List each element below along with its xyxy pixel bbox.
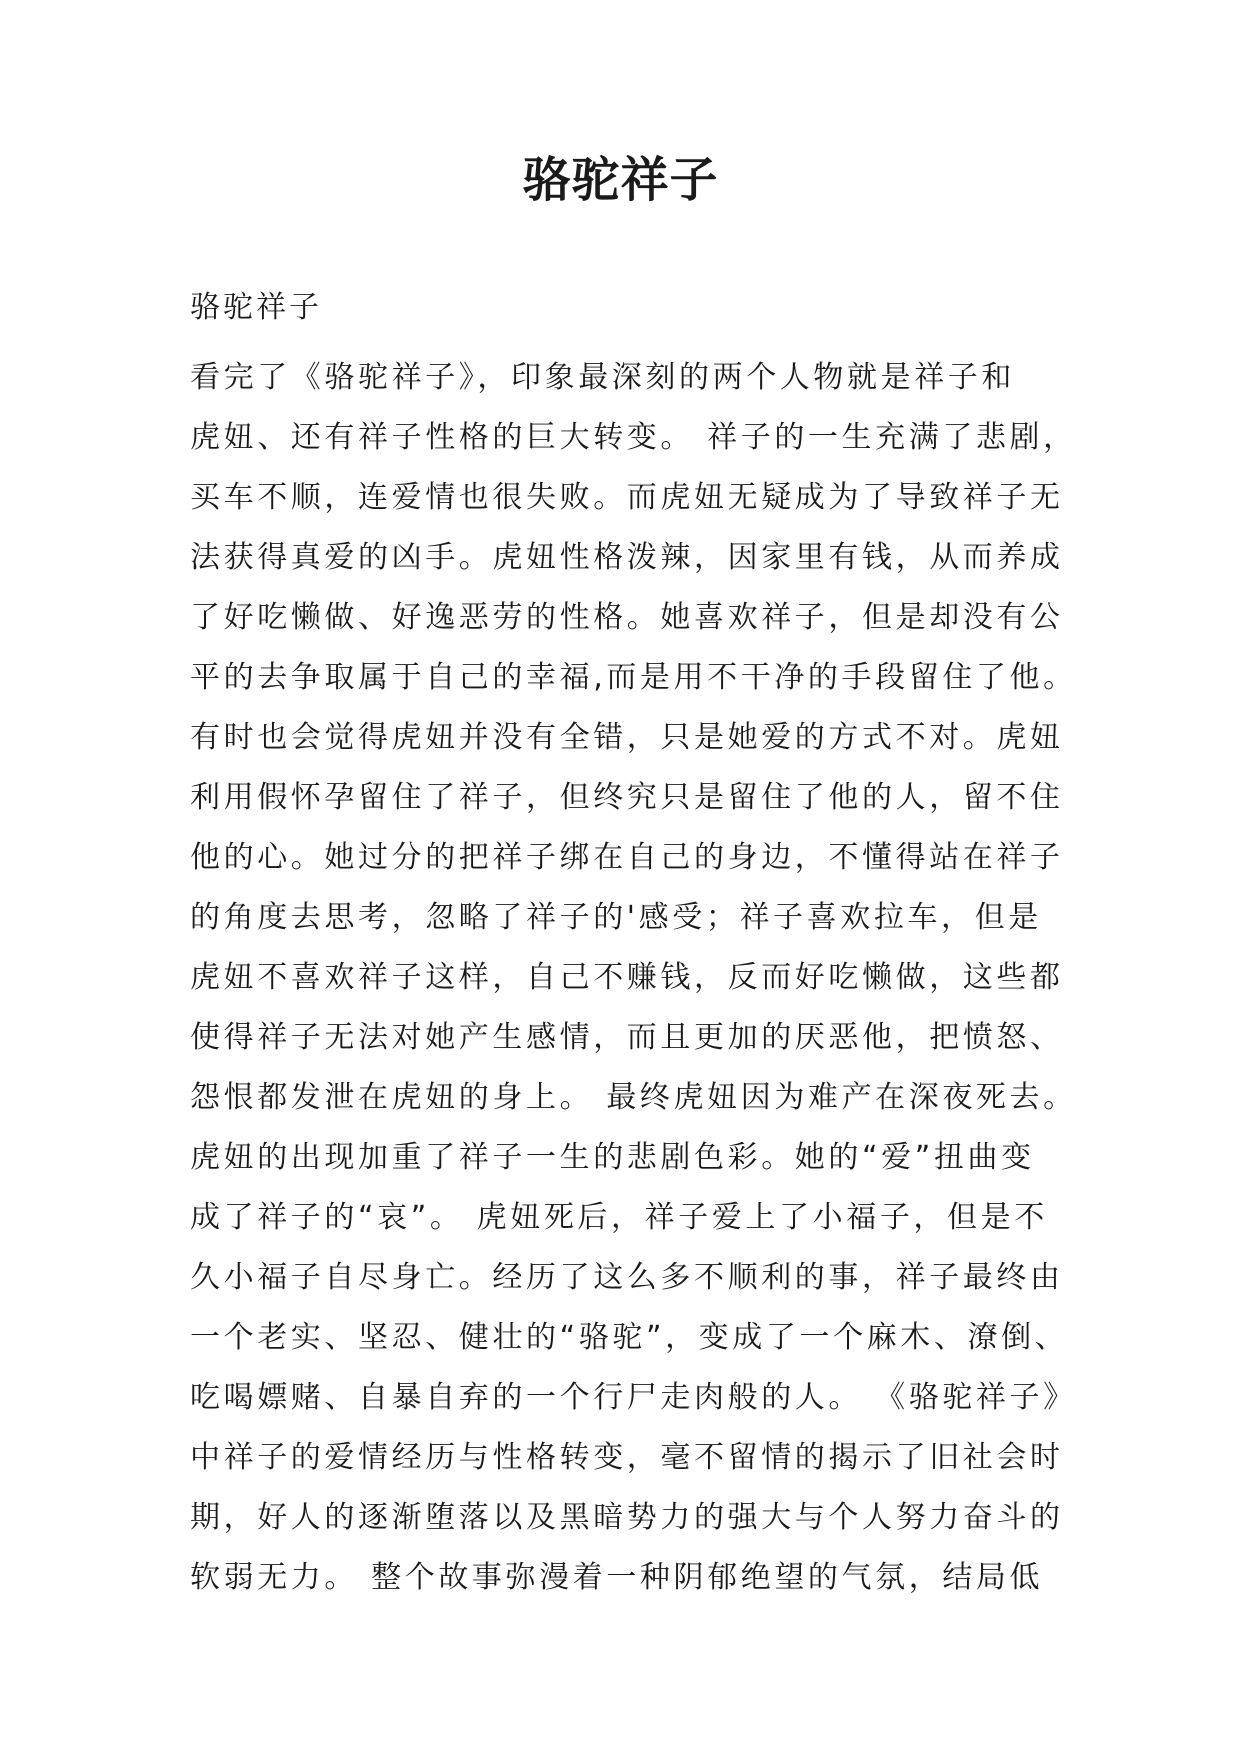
body-line: 买车不顺，连爱情也很失败。而虎妞无疑成为了导致祥子无: [190, 480, 1064, 515]
document-title: 骆驼祥子: [522, 152, 719, 208]
body-line: 有时也会觉得虎妞并没有全错，只是她爱的方式不对。虎妞: [190, 720, 1064, 755]
body-line: 了好吃懒做、好逸恶劳的性格。她喜欢祥子，但是却没有公: [190, 600, 1064, 635]
body-line: 一个老实、坚忍、健壮的“骆驼”，变成了一个麻木、潦倒、: [190, 1320, 1069, 1355]
body-line: 中祥子的爱情经历与性格转变，毫不留情的揭示了旧社会时: [190, 1440, 1064, 1475]
document-subtitle: 骆驼祥子: [190, 290, 322, 325]
body-line: 他的心。她过分的把祥子绑在自己的身边，不懂得站在祥子: [190, 840, 1064, 875]
body-line: 吃喝嫖赌、自暴自弃的一个行尸走肉般的人。 《骆驼祥子》: [190, 1380, 1077, 1415]
document-body: [190, 348, 1077, 1608]
body-line: 使得祥子无法对她产生感情，而且更加的厌恶他，把愤怒、: [190, 1020, 1064, 1055]
body-line: 软弱无力。 整个故事弥漫着一种阴郁绝望的气氛，结局低: [190, 1560, 1044, 1595]
body-line: 法获得真爱的凶手。虎妞性格泼辣，因家里有钱，从而养成: [190, 540, 1064, 575]
body-line: 虎妞不喜欢祥子这样，自己不赚钱，反而好吃懒做，这些都: [190, 960, 1064, 995]
body-line: 怨恨都发泄在虎妞的身上。 最终虎妞因为难产在深夜死去。: [190, 1080, 1077, 1115]
body-line: 成了祥子的“哀”。 虎妞死后，祥子爱上了小福子，但是不: [190, 1200, 1048, 1235]
body-line: 利用假怀孕留住了祥子，但终究只是留住了他的人，留不住: [190, 780, 1064, 815]
body-line: 期，好人的逐渐堕落以及黑暗势力的强大与个人努力奋斗的: [190, 1500, 1064, 1535]
body-line: 看完了《骆驼祥子》，印象最深刻的两个人物就是祥子和: [190, 360, 1015, 395]
body-line: 久小福子自尽身亡。经历了这么多不顺利的事，祥子最终由: [190, 1260, 1064, 1295]
body-line: 虎妞、还有祥子性格的巨大转变。 祥子的一生充满了悲剧，: [190, 420, 1077, 455]
body-line: 的角度去思考，忽略了祥子的'感受；祥子喜欢拉车，但是: [190, 900, 1042, 935]
body-line: 虎妞的出现加重了祥子一生的悲剧色彩。她的“爱”扭曲变: [190, 1140, 1035, 1175]
body-line: 平的去争取属于自己的幸福,而是用不干净的手段留住了他。: [190, 660, 1077, 695]
